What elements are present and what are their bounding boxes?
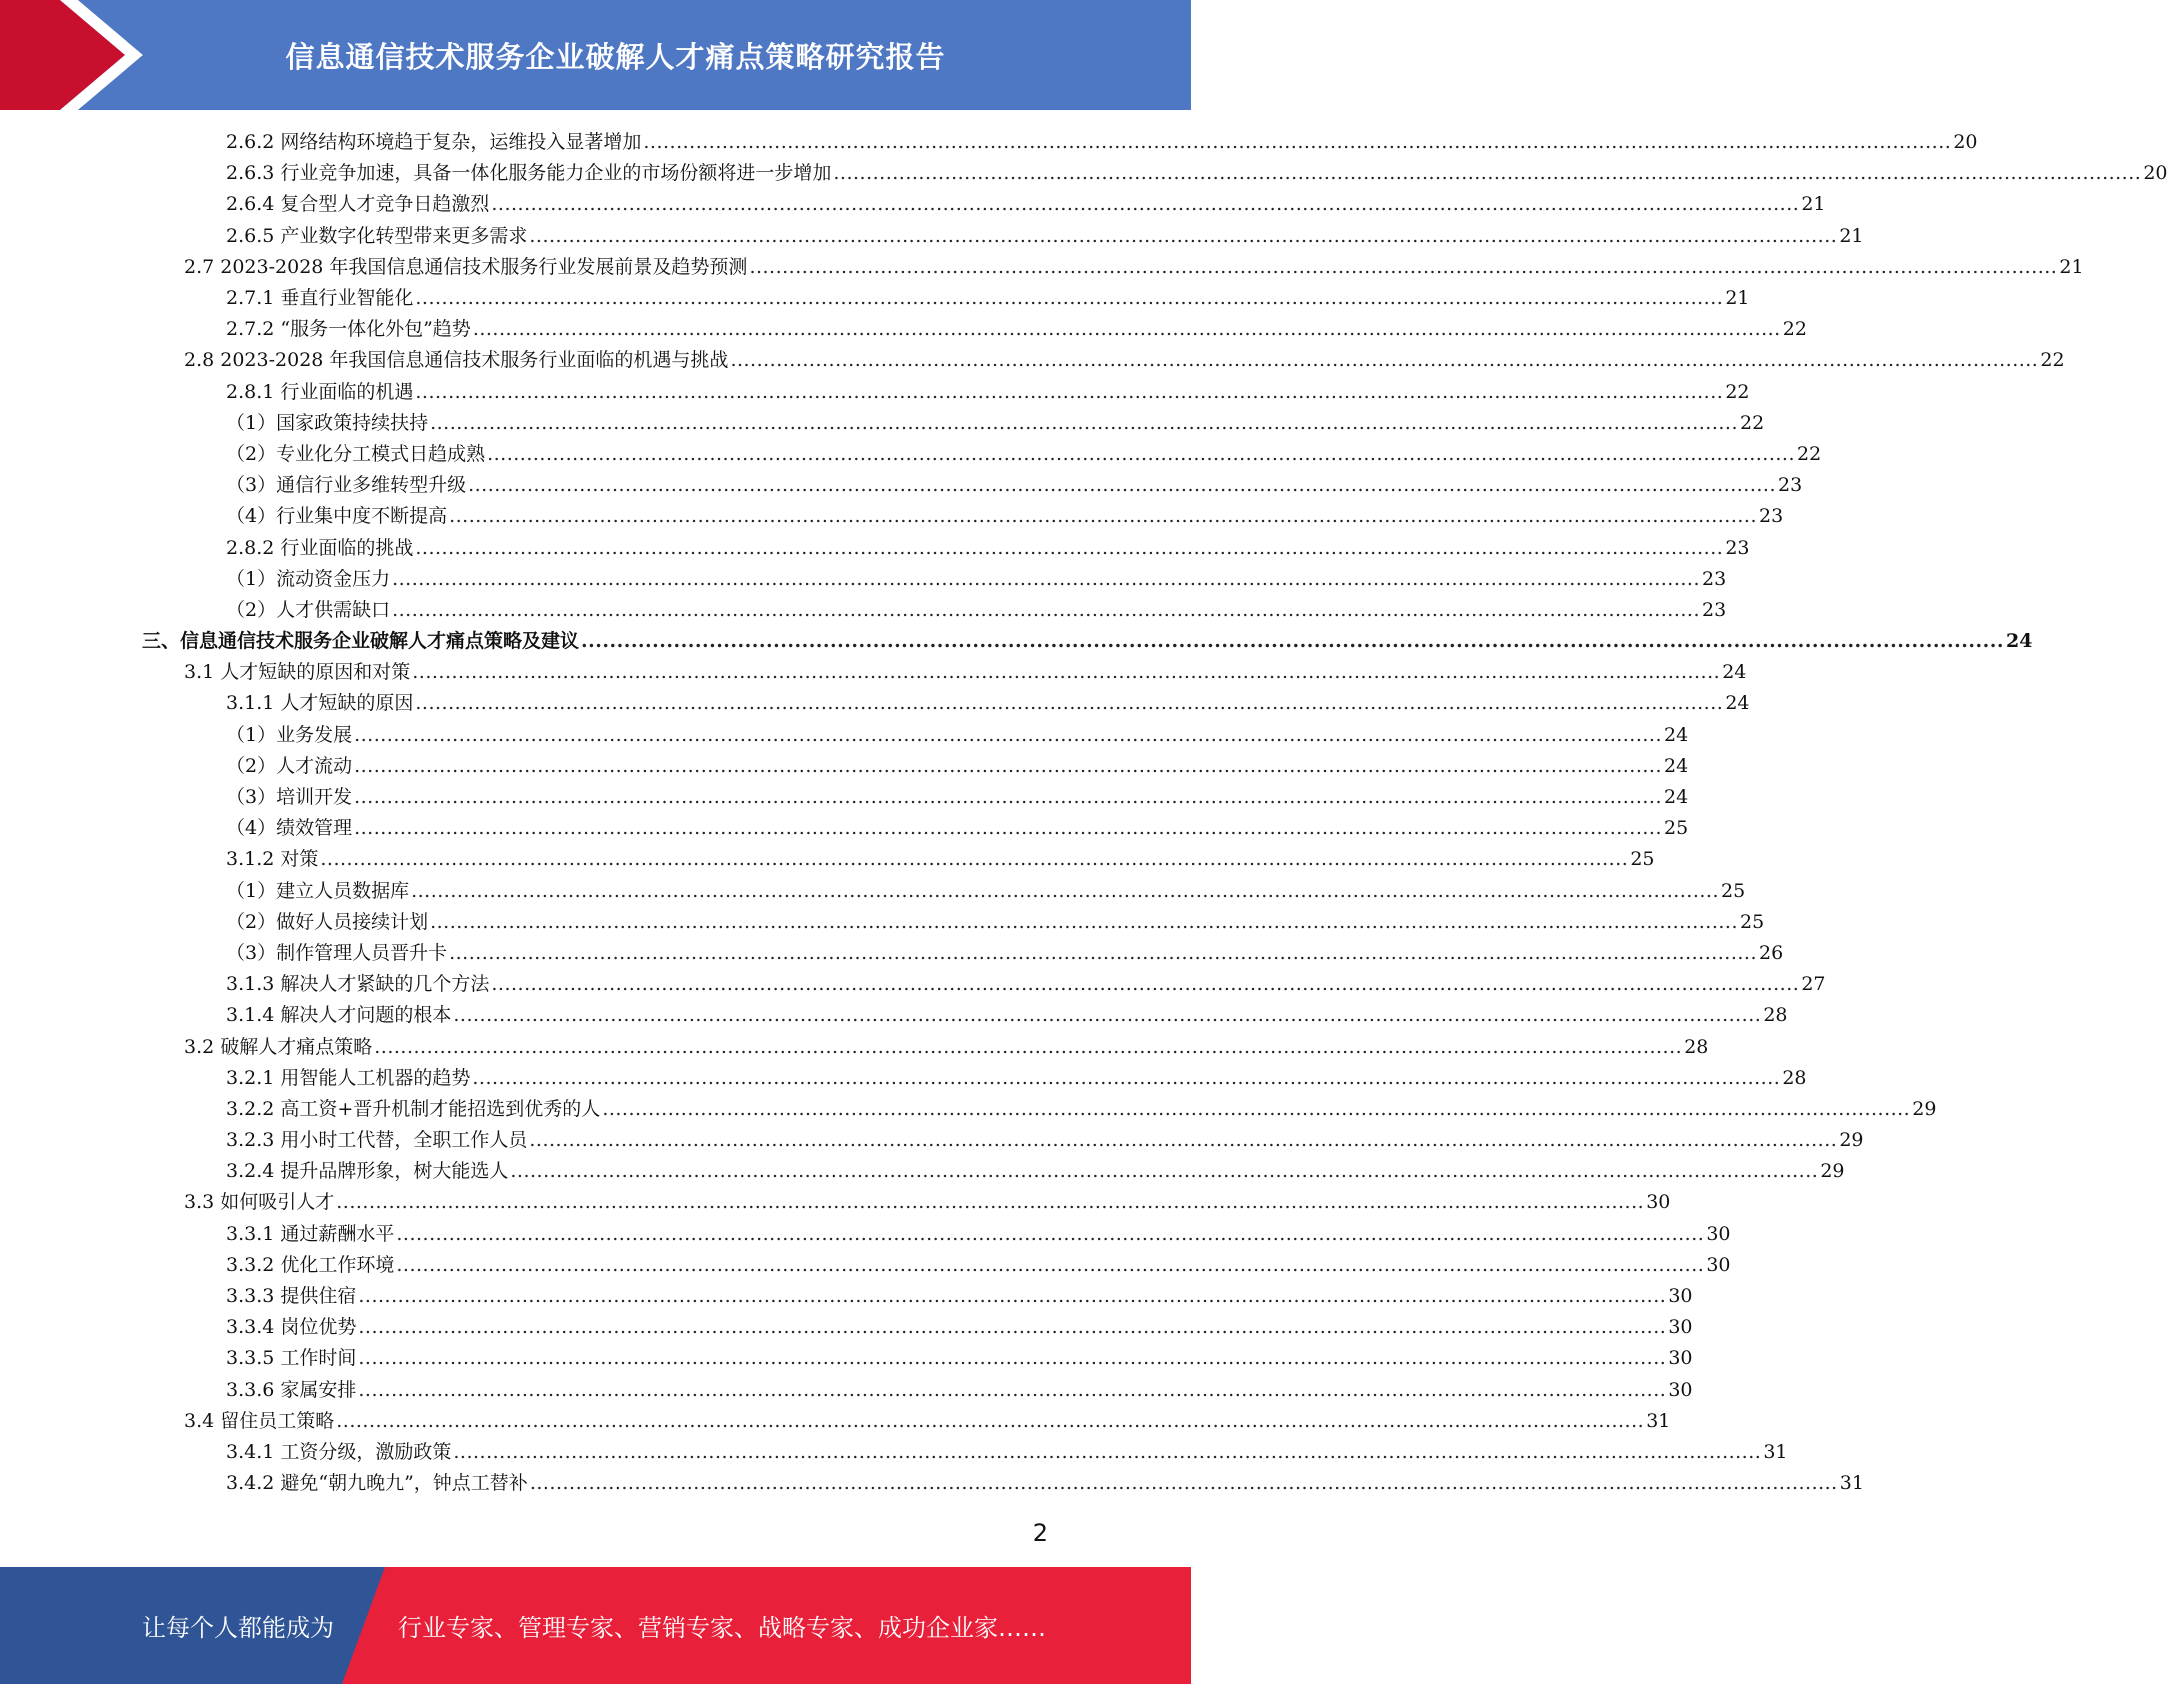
toc-entry-page: 21 (1839, 224, 1864, 247)
toc-leader-dots: ........................................................................................................................................................................................................ (336, 1409, 1645, 1432)
toc-entry-label: （2）人才流动 (226, 754, 353, 777)
toc-entry[interactable] (0, 532, 1750, 563)
toc-entry[interactable] (0, 470, 1803, 501)
toc-entry-label: 3.2.4 提升品牌形象，树大能选人 (226, 1160, 509, 1183)
toc-leader-dots: ........................................................................................................................................................................................................ (453, 1004, 1762, 1027)
toc-entry-label: 2.6.2 网络结构环境趋于复杂，运维投入显著增加 (226, 131, 642, 154)
toc-entry-label: 三、信息通信技术服务企业破解人才痛点策略及建议 (142, 630, 580, 653)
toc-entry[interactable] (0, 127, 1978, 158)
toc-entry-page: 30 (1668, 1316, 1693, 1339)
toc-entry[interactable] (0, 595, 1727, 626)
toc-leader-dots: ........................................................................................................................................................................................................ (472, 1066, 1781, 1089)
toc-entry-label: （4）绩效管理 (226, 817, 353, 840)
toc-leader-dots: ........................................................................................................................................................................................................ (581, 630, 2004, 653)
toc-entry-page: 25 (1630, 848, 1655, 871)
toc-entry-label: 2.7 2023-2028 年我国信息通信技术服务行业发展前景及趋势预测 (184, 255, 748, 278)
toc-entry[interactable] (0, 1156, 1845, 1187)
toc-entry-page: 30 (1706, 1253, 1731, 1276)
toc-entry-page: 25 (1740, 910, 1765, 933)
toc-leader-dots: ........................................................................................................................................................................................................ (415, 380, 1724, 403)
page-number: 2 (1032, 1519, 1048, 1547)
toc-entry-label: 2.7.1 垂直行业智能化 (226, 287, 414, 310)
toc-entry-label: 3.1.1 人才短缺的原因 (226, 692, 414, 715)
toc-entry-label: 3.3 如何吸引人才 (184, 1191, 335, 1214)
toc-entry[interactable] (0, 626, 2033, 657)
toc-leader-dots: ........................................................................................................................................................................................................ (430, 411, 1739, 434)
toc-entry-page: 23 (1702, 598, 1727, 621)
toc-entry-label: 3.4 留住员工策略 (184, 1409, 335, 1432)
toc-entry[interactable] (0, 1000, 1788, 1031)
toc-entry[interactable] (0, 1375, 1693, 1406)
toc-entry-page: 30 (1668, 1378, 1693, 1401)
toc-entry[interactable] (0, 751, 1689, 782)
toc-entry-page: 24 (1722, 661, 1747, 684)
toc-leader-dots: ........................................................................................................................................................................................................ (358, 1316, 1667, 1339)
toc-leader-dots: ........................................................................................................................................................................................................ (392, 598, 1701, 621)
toc-leader-dots: ........................................................................................................................................................................................................ (510, 1160, 1819, 1183)
toc-entry-label: 2.6.3 行业竞争加速，具备一体化服务能力企业的市场份额将进一步增加 (226, 162, 832, 185)
footer-slogan-right: 行业专家、管理专家、营销专家、战略专家、成功企业家…… (398, 1614, 1046, 1642)
toc-leader-dots: ........................................................................................................................................................................................................ (374, 1035, 1683, 1058)
toc-entry-page: 21 (1725, 287, 1750, 310)
toc-entry[interactable] (0, 408, 1765, 439)
toc-leader-dots: ........................................................................................................................................................................................................ (396, 1253, 1705, 1276)
toc-entry-label: 2.8.2 行业面临的挑战 (226, 536, 414, 559)
toc-leader-dots: ........................................................................................................................................................................................................ (358, 1347, 1667, 1370)
toc-entry-label: 2.6.4 复合型人才竞争日趋激烈 (226, 193, 490, 216)
toc-entry-page: 22 (1782, 318, 1807, 341)
toc-entry[interactable] (0, 1281, 1693, 1312)
toc-entry[interactable] (0, 283, 1750, 314)
toc-entry[interactable] (0, 657, 1747, 688)
toc-leader-dots: ........................................................................................................................................................................................................ (491, 973, 1800, 996)
toc-entry[interactable] (0, 345, 2065, 376)
toc-entry-page: 23 (1725, 536, 1750, 559)
toc-entry-label: （4）行业集中度不断提高 (226, 505, 448, 528)
toc-leader-dots: ........................................................................................................................................................................................................ (487, 442, 1796, 465)
toc-entry[interactable] (0, 501, 1784, 532)
toc-leader-dots: ........................................................................................................................................................................................................ (449, 941, 1758, 964)
toc-entry-label: 3.3.1 通过薪酬水平 (226, 1222, 395, 1245)
toc-leader-dots: ........................................................................................................................................................................................................ (396, 1222, 1705, 1245)
toc-entry[interactable] (0, 1187, 1671, 1218)
toc-entry-label: 3.1.3 解决人才紧缺的几个方法 (226, 973, 490, 996)
toc-entry[interactable] (0, 377, 1750, 408)
toc-entry-label: 3.2 破解人才痛点策略 (184, 1035, 373, 1058)
toc-entry-label: 3.1.2 对策 (226, 848, 319, 871)
toc-entry-page: 31 (1763, 1440, 1788, 1463)
toc-entry-page: 31 (1646, 1409, 1671, 1432)
toc-entry-page: 24 (1664, 754, 1689, 777)
toc-entry-page: 28 (1782, 1066, 1807, 1089)
toc-entry-label: （2）做好人员接续计划 (226, 910, 429, 933)
toc-entry-page: 29 (1912, 1097, 1937, 1120)
toc-entry[interactable] (0, 1468, 1864, 1499)
toc-entry[interactable] (0, 1343, 1693, 1374)
toc-entry[interactable] (0, 720, 1689, 751)
toc-entry-page: 31 (1839, 1472, 1864, 1495)
toc-entry-page: 21 (1801, 193, 1826, 216)
toc-entry-page: 30 (1668, 1347, 1693, 1370)
toc-entry-page: 24 (1664, 723, 1689, 746)
toc-entry[interactable] (0, 314, 1807, 345)
toc-entry-page: 29 (1839, 1129, 1864, 1152)
toc-leader-dots: ........................................................................................................................................................................................................ (415, 536, 1724, 559)
page-header (0, 0, 1191, 110)
toc-entry-label: 3.3.5 工作时间 (226, 1347, 357, 1370)
toc-leader-dots: ........................................................................................................................................................................................................ (749, 255, 2058, 278)
toc-leader-dots: ........................................................................................................................................................................................................ (320, 848, 1629, 871)
toc-leader-dots: ........................................................................................................................................................................................................ (430, 910, 1739, 933)
document-title: 信息通信技术服务企业破解人才痛点策略研究报告 (285, 39, 946, 74)
header-arrow-graphic (0, 0, 150, 110)
toc-entry-page: 25 (1721, 879, 1746, 902)
toc-entry-page: 22 (2040, 349, 2065, 372)
toc-entry-label: 3.4.1 工资分级，激励政策 (226, 1440, 452, 1463)
toc-entry[interactable] (0, 907, 1765, 938)
toc-leader-dots: ........................................................................................................................................................................................................ (412, 661, 1721, 684)
toc-entry[interactable] (0, 813, 1689, 844)
toc-entry[interactable] (0, 1437, 1788, 1468)
toc-entry-label: 3.3.3 提供住宿 (226, 1285, 357, 1308)
toc-entry[interactable] (0, 1406, 1671, 1437)
toc-entry-page: 28 (1684, 1035, 1709, 1058)
toc-entry-page: 26 (1759, 941, 1784, 964)
toc-entry-page: 30 (1668, 1285, 1693, 1308)
toc-entry-page: 23 (1778, 474, 1803, 497)
toc-leader-dots: ........................................................................................................................................................................................................ (415, 692, 1724, 715)
toc-leader-dots: ........................................................................................................................................................................................................ (529, 224, 1838, 247)
toc-leader-dots: ........................................................................................................................................................................................................ (354, 754, 1663, 777)
toc-leader-dots: ........................................................................................................................................................................................................ (602, 1097, 1911, 1120)
toc-entry-page: 29 (1820, 1160, 1845, 1183)
toc-entry-page: 24 (1725, 692, 1750, 715)
toc-entry-label: 3.3.6 家属安排 (226, 1378, 357, 1401)
toc-entry-label: 2.8 2023-2028 年我国信息通信技术服务行业面临的机遇与挑战 (184, 349, 729, 372)
toc-entry[interactable] (0, 876, 1746, 907)
toc-leader-dots: ........................................................................................................................................................................................................ (449, 505, 1758, 528)
toc-entry-page: 22 (1740, 411, 1765, 434)
toc-entry-label: （3）制作管理人员晋升卡 (226, 941, 448, 964)
toc-leader-dots: ........................................................................................................................................................................................................ (354, 786, 1663, 809)
toc-entry[interactable] (0, 221, 1864, 252)
toc-entry[interactable] (0, 782, 1689, 813)
toc-leader-dots: ........................................................................................................................................................................................................ (336, 1191, 1645, 1214)
toc-entry-page: 24 (1664, 786, 1689, 809)
toc-entry[interactable] (0, 844, 1655, 875)
toc-entry[interactable] (0, 688, 1750, 719)
toc-entry[interactable] (0, 1094, 1937, 1125)
toc-entry-label: （3）通信行业多维转型升级 (226, 474, 467, 497)
toc-entry-label: （2）人才供需缺口 (226, 598, 391, 621)
toc-entry[interactable] (0, 938, 1784, 969)
toc-leader-dots: ........................................................................................................................................................................................................ (491, 193, 1800, 216)
toc-entry-label: 3.2.1 用智能人工机器的趋势 (226, 1066, 471, 1089)
toc-entry[interactable] (0, 969, 1826, 1000)
toc-entry-page: 22 (1797, 442, 1822, 465)
toc-leader-dots: ........................................................................................................................................................................................................ (392, 567, 1701, 590)
toc-entry-label: 2.8.1 行业面临的机遇 (226, 380, 414, 403)
toc-entry[interactable] (0, 189, 1826, 220)
toc-entry-label: 3.1.4 解决人才问题的根本 (226, 1004, 452, 1027)
toc-leader-dots: ........................................................................................................................................................................................................ (358, 1285, 1667, 1308)
toc-entry-page: 22 (1725, 380, 1750, 403)
toc-entry-page: 20 (1953, 131, 1978, 154)
toc-entry-label: 2.7.2 “服务一体化外包”趋势 (226, 318, 471, 341)
footer-slogan-left: 让每个人都能成为 (142, 1614, 334, 1642)
toc-entry-label: 3.3.4 岗位优势 (226, 1316, 357, 1339)
toc-entry[interactable] (0, 1031, 1709, 1062)
toc-leader-dots: ........................................................................................................................................................................................................ (468, 474, 1777, 497)
toc-entry[interactable] (0, 1063, 1807, 1094)
toc-entry-page: 24 (2005, 630, 2033, 653)
toc-entry[interactable] (0, 1312, 1693, 1343)
toc-leader-dots: ........................................................................................................................................................................................................ (453, 1440, 1762, 1463)
toc-leader-dots: ........................................................................................................................................................................................................ (730, 349, 2039, 372)
toc-leader-dots: ........................................................................................................................................................................................................ (415, 287, 1724, 310)
toc-entry-label: （1）建立人员数据库 (226, 879, 410, 902)
toc-entry-label: （1）流动资金压力 (226, 567, 391, 590)
toc-entry[interactable] (0, 1219, 1731, 1250)
toc-entry-label: 3.2.2 高工资+晋升机制才能招选到优秀的人 (226, 1097, 601, 1120)
toc-leader-dots: ........................................................................................................................................................................................................ (354, 723, 1663, 746)
toc-entry[interactable] (0, 564, 1727, 595)
toc-entry-label: 2.6.5 产业数字化转型带来更多需求 (226, 224, 528, 247)
table-of-contents (0, 127, 2168, 1499)
toc-entry-label: （1）国家政策持续扶持 (226, 411, 429, 434)
toc-entry-label: 3.1 人才短缺的原因和对策 (184, 661, 411, 684)
page-footer (0, 1567, 1191, 1684)
toc-entry-page: 27 (1801, 973, 1826, 996)
toc-entry[interactable] (0, 252, 2084, 283)
toc-entry-label: 3.2.3 用小时工代替，全职工作人员 (226, 1129, 528, 1152)
toc-entry-page: 28 (1763, 1004, 1788, 1027)
toc-entry-page: 20 (2143, 162, 2168, 185)
toc-leader-dots: ........................................................................................................................................................................................................ (833, 162, 2142, 185)
toc-entry-page: 21 (2059, 255, 2084, 278)
toc-leader-dots: ........................................................................................................................................................................................................ (411, 879, 1720, 902)
toc-entry-label: 3.4.2 避免“朝九晚九”，钟点工替补 (226, 1472, 528, 1495)
toc-entry[interactable] (0, 1125, 1864, 1156)
toc-leader-dots: ........................................................................................................................................................................................................ (529, 1129, 1838, 1152)
toc-leader-dots: ........................................................................................................................................................................................................ (529, 1472, 1838, 1495)
toc-entry-page: 23 (1702, 567, 1727, 590)
toc-entry[interactable] (0, 1250, 1731, 1281)
toc-leader-dots: ........................................................................................................................................................................................................ (643, 131, 1952, 154)
toc-leader-dots: ........................................................................................................................................................................................................ (358, 1378, 1667, 1401)
toc-entry-page: 30 (1706, 1222, 1731, 1245)
toc-entry-page: 23 (1759, 505, 1784, 528)
toc-entry-page: 25 (1664, 817, 1689, 840)
toc-leader-dots: ........................................................................................................................................................................................................ (354, 817, 1663, 840)
toc-entry-label: （3）培训开发 (226, 786, 353, 809)
toc-entry[interactable] (0, 158, 2168, 189)
toc-entry[interactable] (0, 439, 1822, 470)
toc-entry-label: 3.3.2 优化工作环境 (226, 1253, 395, 1276)
toc-leader-dots: ........................................................................................................................................................................................................ (472, 318, 1781, 341)
toc-entry-label: （2）专业化分工模式日趋成熟 (226, 442, 486, 465)
toc-entry-label: （1）业务发展 (226, 723, 353, 746)
toc-entry-page: 30 (1646, 1191, 1671, 1214)
